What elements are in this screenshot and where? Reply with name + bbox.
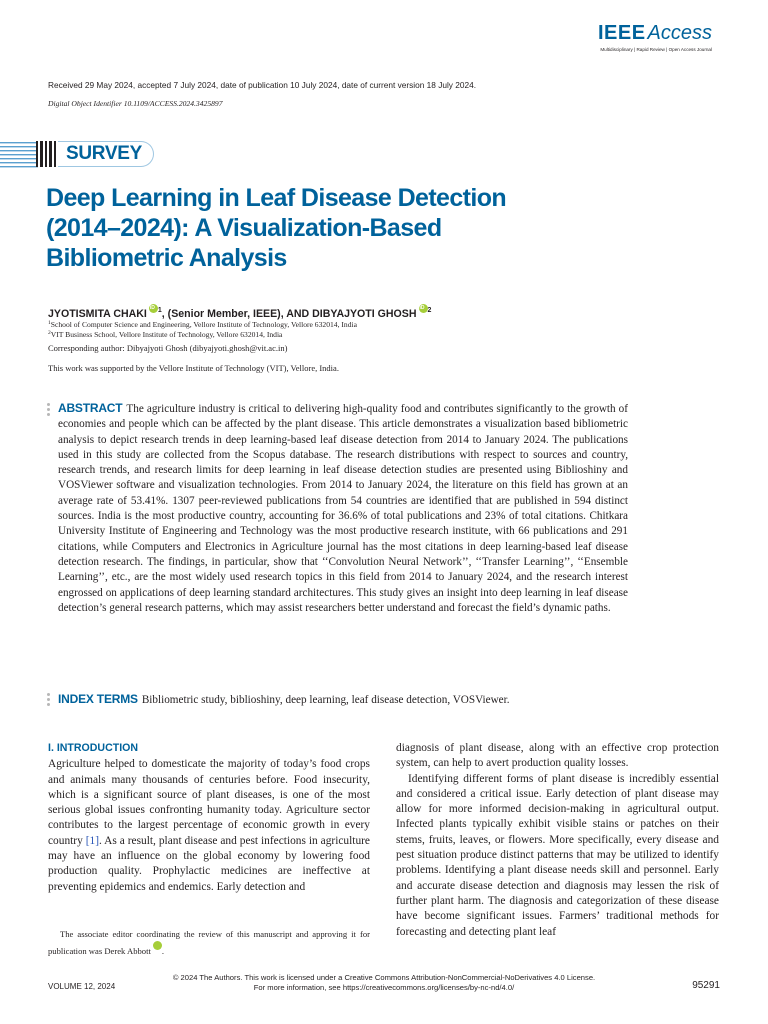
article-type-label: SURVEY <box>66 143 142 164</box>
survey-banner-graphic <box>0 139 40 169</box>
journal-logo <box>598 22 712 52</box>
logo-brand: IEEE <box>597 22 646 44</box>
index-terms-label: INDEX TERMS <box>58 692 138 706</box>
index-terms <box>58 692 658 708</box>
orcid-icon[interactable] <box>419 304 428 313</box>
author-2-name: DIBYAJYOTI GHOSH <box>312 308 417 320</box>
section-dots-icon <box>47 693 51 708</box>
editor-footnote: The associate editor coordinating the review of this manuscript and approving it for publication was Derek AbbottiD . <box>48 928 370 958</box>
author-1-name: JYOTISMITA CHAKI <box>48 308 147 320</box>
article-title: Deep Learning in Leaf Disease Detection (2014–2024): A Visualization-Based Bibliometric Analysis <box>46 184 507 272</box>
license-line: © 2024 The Authors. This work is licensed under a Creative Commons Attribution-NonCommercial-NoDerivatives 4.0 License. <box>172 973 596 982</box>
author-1-affiliation-mark: 1 <box>157 307 162 314</box>
article-type-banner <box>0 139 156 169</box>
logo-journal-name: Access <box>647 22 712 44</box>
abstract <box>58 401 628 616</box>
affiliation-2: $^2$VIT Business School, Vellore Institute of Technology, Vellore 632014, India <box>48 330 283 339</box>
intro-paragraph-2: Identifying different forms of plant disease is incredibly essential and considered a critical issue. Early detection of plant disease may allow for more informed decision-making in agricultural output. Infected plants typically exhibit visible stains or patches on their stems, fruits, leaves, or flowers. More specifically, every disease and pest situation produce distinct patterns that may be utilized to identify problems. Identifying a plant disease needs skill and personnel. Early and accurate disease detection and diagnosis may lessen the risk of further plant harm. The diagnosis and categorization of these disease have become significant issues. Farmers’ traditional methods for forecasting and detecting plant leaf <box>396 772 719 938</box>
license-url-line[interactable]: For more information, see https://creativecommons.org/licenses/by-nc-nd/4.0/ <box>253 983 515 992</box>
volume-label: VOLUME 12, 2024 <box>48 982 116 991</box>
body-column-right <box>396 741 719 940</box>
funding-statement: This work was supported by the Vellore Institute of Technology (VIT), Vellore, India. <box>48 363 339 373</box>
page-number: 95291 <box>692 980 720 991</box>
affiliation-1: $^1$School of Computer Science and Engineering, Vellore Institute of Technology, Vellore 632014, India <box>48 320 357 329</box>
section-dots-icon <box>47 403 51 418</box>
intro-paragraph-1: Agriculture helped to domesticate the majority of today’s food crops and animals many thousands of centuries before. Food insecurity, which is a significant source of plant diseases, is one of the most serious global issues confronting humanity today. Agriculture sector contributes to the largest percentage of economic growth in every country [1]. As a result, plant disease and pest infections in agriculture may have an influence on the global economy by lowering food production quality. Prophylactic medicines are ineffective at preventing epidemics and endemics. Early detection and <box>48 758 370 893</box>
doi-line: Digital Object Identifier 10.1109/ACCESS.2024.3425897 <box>48 99 223 108</box>
author-2-affiliation-mark: 2 <box>427 307 432 314</box>
corresponding-author: Corresponding author: Dibyajyoti Ghosh (dibyajyoti.ghosh@vit.ac.in) <box>48 343 288 353</box>
intro-paragraph-continued: diagnosis of plant disease, along with an effective crop protection system, can help to avert production quality losses. <box>396 742 719 770</box>
author-1-note: , (Senior Member, IEEE), AND <box>161 308 313 320</box>
abstract-label: ABSTRACT <box>58 401 123 415</box>
received-dates: Received 29 May 2024, accepted 7 July 2024, date of publication 10 July 2024, date of current version 18 July 2024. <box>48 80 477 90</box>
abstract-text: The agriculture industry is critical to delivering high-quality food and contributes significantly to the growth of economies and people which can be affected by the plant disease. This article demonstrates a visualization based bibliometric analysis to depict research trends in deep learning-based leaf disease detection from 2014 to January 2024. The publications used in this study are collected from the Scopus database. The research distributions with respect to sources and country, research trends, and research limits for deep learning in leaf disease detection studies are presented using Biblioshiny and VOSViewer software and visualization technologies. From 2014 to January 2024, the literature on this field has grown at an average rate of 53.41%. 1307 peer-reviewed publications from 54 countries are identified that are published in 594 distinct sources. India is the most productive country, accounting for 36.6% of total publications and 23% of total citations. Chitkara University Institute of Engineering and Technology was the most productive research institute, with 66 publications and 291 citations, while Computers and Electronics in Agriculture journal has the most citations in deep learning-based leaf disease detection research. The findings, in particular, show that ‘‘Convolution Neural Network’’, ‘‘Transfer Learning’’, ‘‘Ensemble Learning’’, etc., are the most widely used research topics in this field from 2014 to January 2024, and the research interest engrossed on applications of deep learning standard architectures. This study gives an insight into deep learning in leaf disease detection’s general research patterns, which may assist researchers better understand and forecast the field’s dynamic paths. <box>58 403 628 614</box>
body-column-left <box>48 741 370 895</box>
orcid-icon[interactable] <box>153 941 162 950</box>
logo-tagline: Multidisciplinary | Rapid Review | Open Access Journal <box>600 47 712 52</box>
citation-link[interactable]: [1] <box>85 834 100 847</box>
section-heading: I. INTRODUCTION <box>48 742 139 754</box>
index-terms-text: Bibliometric study, biblioshiny, deep learning, leaf disease detection, VOSViewer. <box>141 694 510 706</box>
orcid-icon[interactable] <box>149 304 158 313</box>
